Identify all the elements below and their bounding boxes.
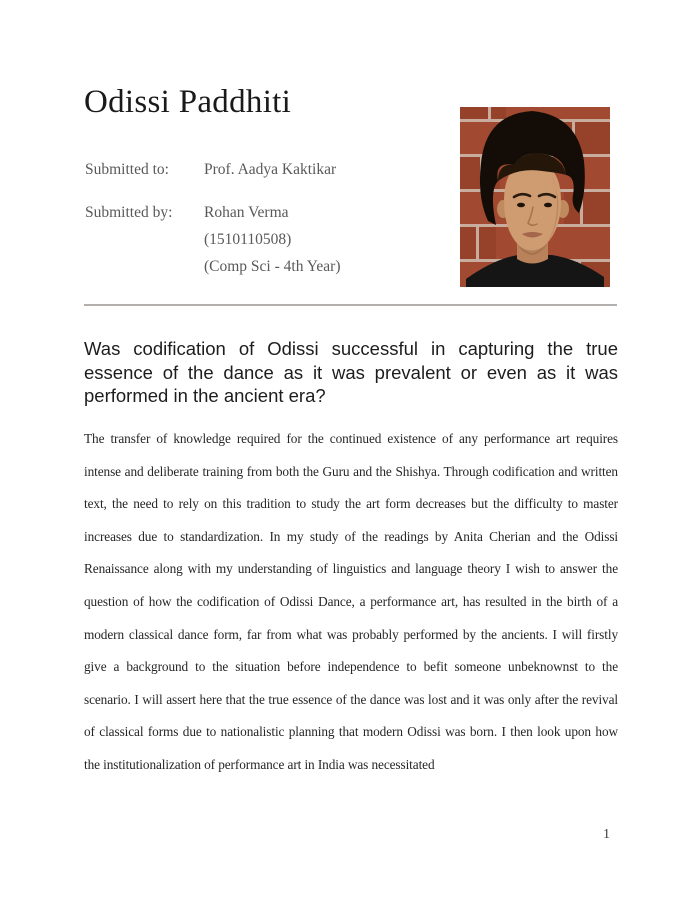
submitted-by-course: (Comp Sci - 4th Year) (204, 258, 341, 275)
submitted-to-label: Submitted to: (85, 161, 169, 178)
page-title: Odissi Paddhiti (84, 84, 292, 120)
submitted-to-row (85, 160, 336, 179)
submitted-by-row (85, 199, 340, 280)
student-photo (460, 107, 610, 287)
submitted-by-id: (1510110508) (204, 231, 292, 248)
section-divider (84, 304, 617, 306)
submitted-to-value: Prof. Aadya Kaktikar (204, 161, 337, 178)
body-paragraph: The transfer of knowledge required for the continued existence of any performance art requires intense and deliberate training from both the Guru and the Shishya. Through codification and written text, the need to rely on this tradition to study the art form decreases but the difficulty to master increases due to standardization. In my study of the readings by Anita Cherian and the Odissi Renaissance along with my understanding of linguistics and language theory I wish to answer the question of how the codification of Odissi Dance, a performance art, has resulted in the birth of a modern classical dance form, far from what was probably performed by the ancients. I will firstly give a background to the situation before independence to befit someone unbeknownst to the scenario. I will assert here that the true essence of the dance was lost and it was only after the revival of classical forms due to nationalistic planning that modern Odissi was born. I then look upon how the institutionalization of performance art in India was necessitated (84, 431, 618, 772)
page-number: 1 (603, 827, 610, 842)
submitted-by-name: Rohan Verma (204, 204, 289, 221)
submitted-by-values (204, 199, 340, 280)
question-heading: Was codification of Odissi successful in capturing the true essence of the dance as it was prevalent or even as it was performed in the ancient era? (84, 338, 618, 406)
submitted-by-label: Submitted by: (85, 204, 173, 221)
